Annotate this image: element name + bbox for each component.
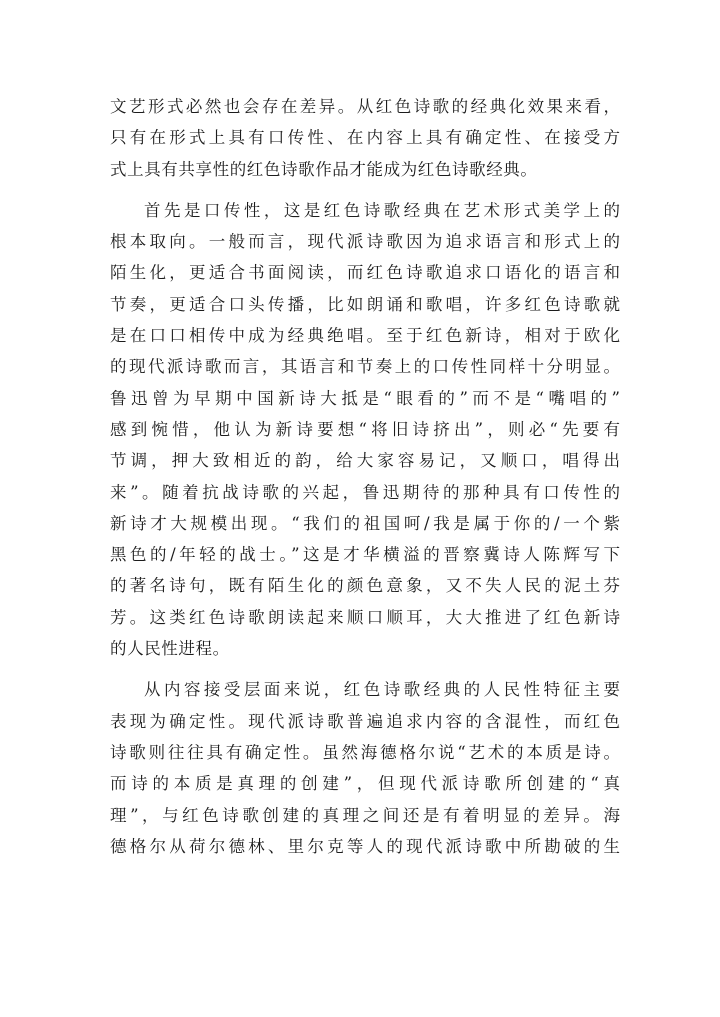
text-line: 陌生化，更适合书面阅读，而红色诗歌追求口语化的语言和	[110, 263, 620, 283]
paragraph-gap	[110, 185, 620, 195]
text-line: 而诗的本质是真理的创建”，但现代派诗歌所创建的“真	[110, 774, 620, 794]
text-line: 理”，与红色诗歌创建的真理之间还是有着明显的差异。海	[110, 805, 620, 825]
text-line: 黑色的/年轻的战士。”这是才华横溢的晋察冀诗人陈辉写下	[110, 545, 620, 565]
text-line: 节奏，更适合口头传播，比如朗诵和歌唱，许多红色诗歌就	[110, 294, 620, 314]
text-line: 文艺形式必然也会存在差异。从红色诗歌的经典化效果来看，	[110, 97, 620, 116]
text-line: 鲁迅曾为早期中国新诗大抵是“眼看的”而不是“嘴唱的”	[110, 388, 620, 408]
text-line: 来”。随着抗战诗歌的兴起，鲁迅期待的那种具有口传性的	[110, 482, 620, 502]
text-line: 的人民性进程。	[110, 639, 230, 659]
text-line: 从内容接受层面来说，红色诗歌经典的人民性特征主要	[144, 680, 620, 700]
text-line: 节调，押大致相近的韵，给大家容易记，又顺口，唱得出	[110, 451, 620, 471]
text-line: 芳。这类红色诗歌朗读起来顺口顺耳，大大推进了红色新诗	[110, 607, 620, 627]
text-line: 是在口口相传中成为经典绝唱。至于红色新诗，相对于欧化	[110, 326, 620, 346]
text-line: 首先是口传性，这是红色诗歌经典在艺术形式美学上的	[144, 200, 620, 220]
text-line: 的现代派诗歌而言，其语言和节奏上的口传性同样十分明显。	[110, 357, 620, 377]
text-line: 新诗才大规模出现。“我们的祖国呵/我是属于你的/一个紫	[110, 513, 620, 533]
text-line: 感到惋惜，他认为新诗要想“将旧诗挤出”，则必“先要有	[110, 419, 620, 439]
paragraph-gap	[110, 664, 620, 674]
text-line: 根本取向。一般而言，现代派诗歌因为追求语言和形式上的	[110, 232, 620, 252]
body-text	[110, 91, 620, 862]
text-line: 的著名诗句，既有陌生化的颜色意象，又不失人民的泥土芬	[110, 576, 620, 596]
text-line: 只有在形式上具有口传性、在内容上具有确定性、在接受方	[110, 128, 620, 148]
text-line: 德格尔从荷尔德林、里尔克等人的现代派诗歌中所勘破的生	[110, 836, 620, 856]
text-line: 式上具有共享性的红色诗歌作品才能成为红色诗歌经典。	[110, 159, 538, 179]
text-line: 表现为确定性。现代派诗歌普遍追求内容的含混性，而红色	[110, 711, 620, 731]
text-line: 诗歌则往往具有确定性。虽然海德格尔说“艺术的本质是诗。	[110, 742, 620, 762]
